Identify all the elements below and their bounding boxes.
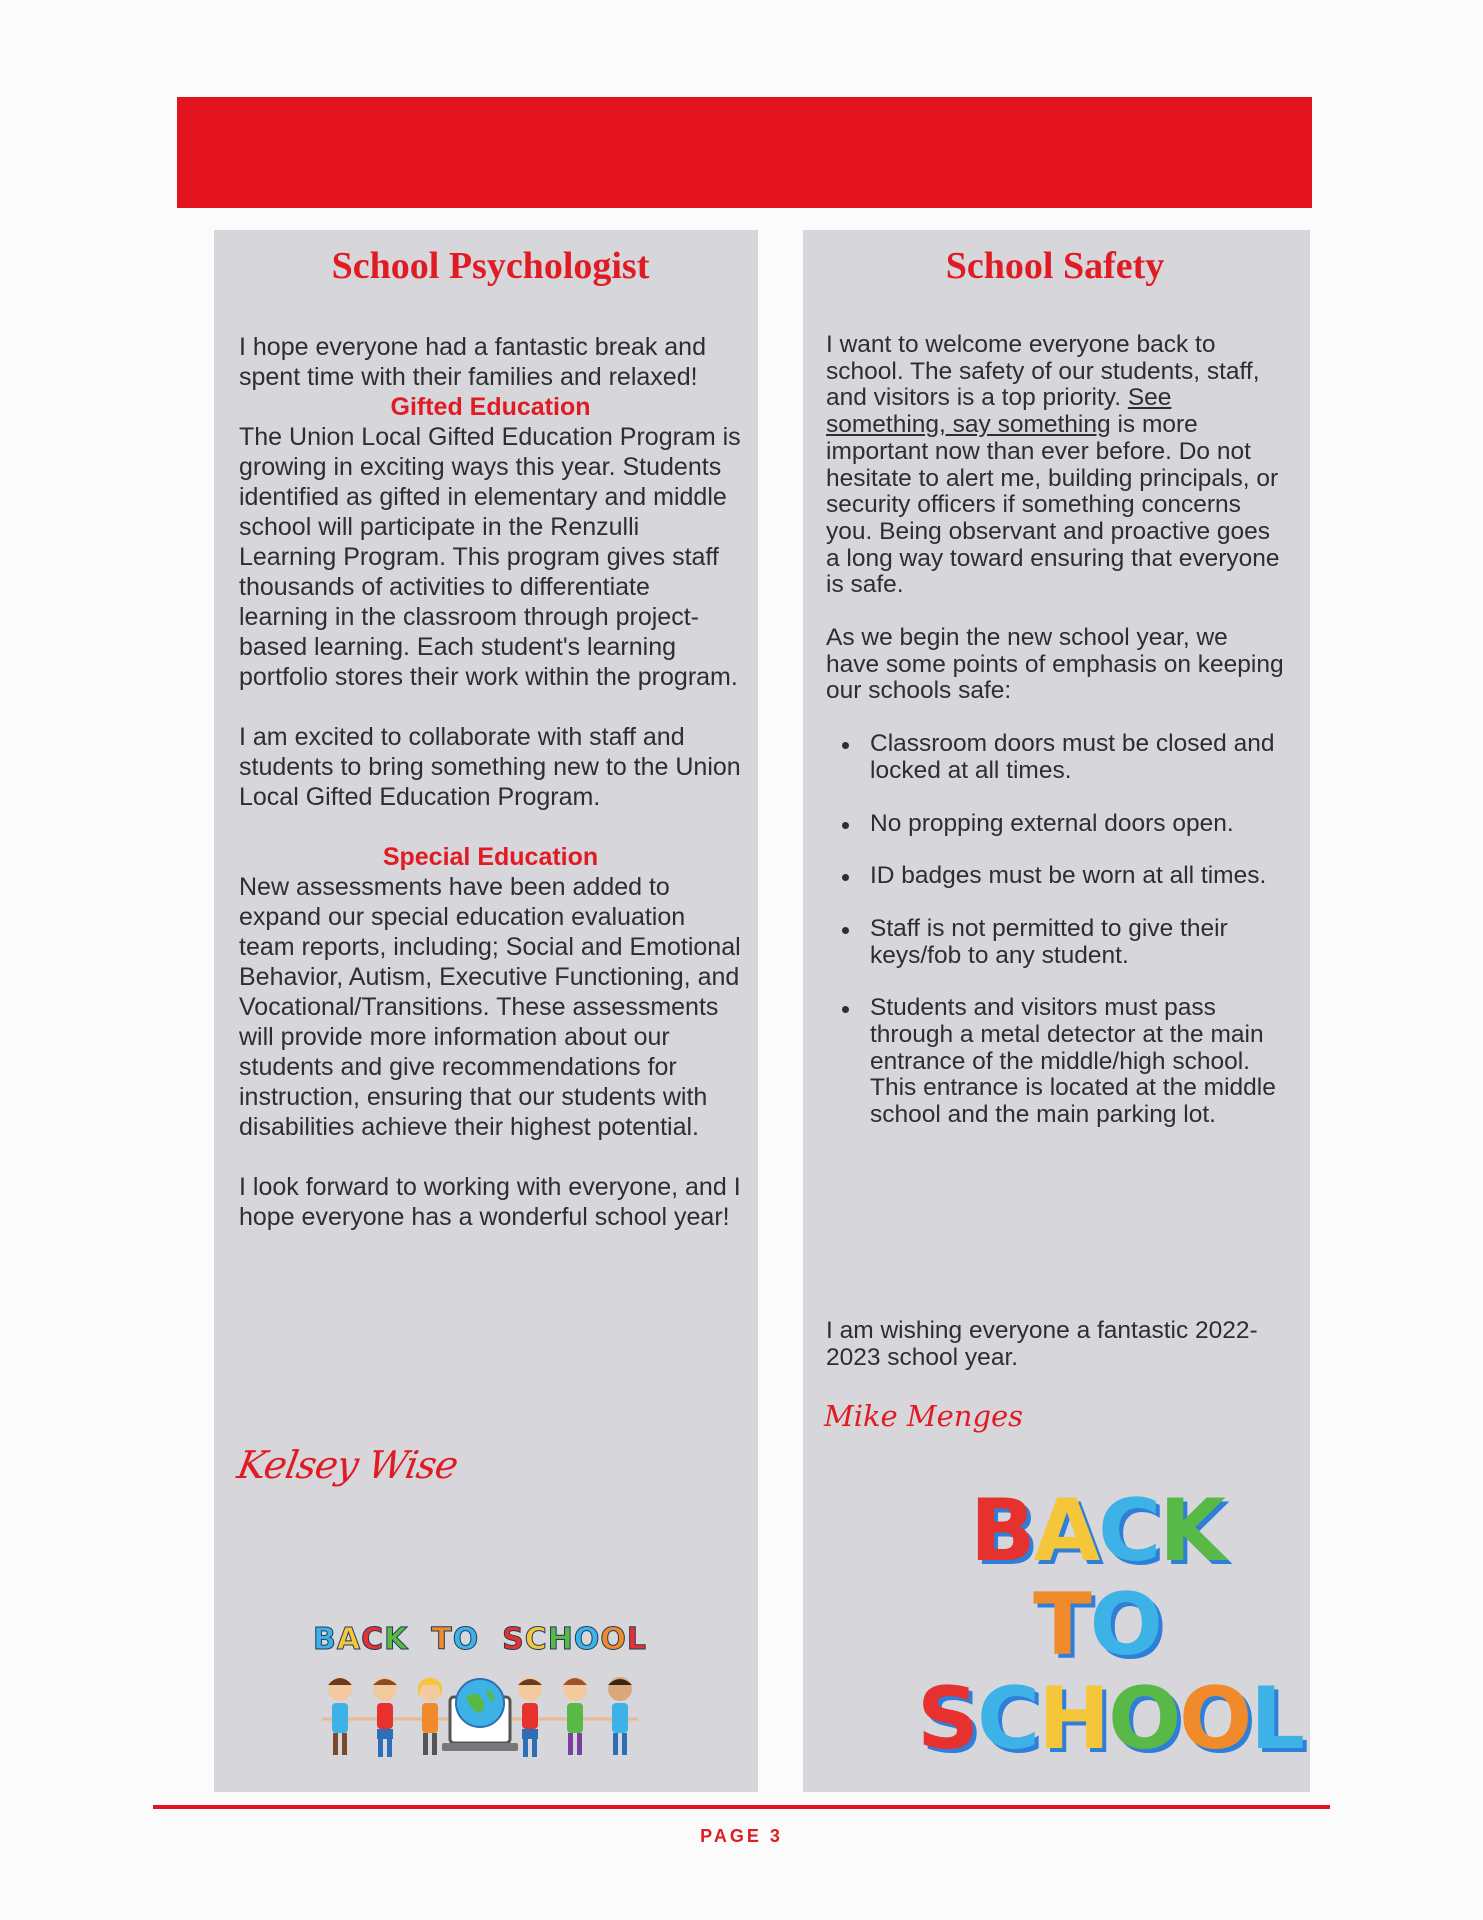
- special-education-paragraph: New assessments have been added to expand our special education evaluation team reports, including; Social and Emotional Behavior, Autism, Executive Functioning, and Vocational/Transitions. These assessments will provide more information about our students and give recommendations for instruction, ensuring that our students with disabilities achieve their highest potential.: [239, 873, 741, 1141]
- gifted-paragraph-1: The Union Local Gifted Education Program is growing in exciting ways this year. Students identified as gifted in elementary and middle school will participate in the Renzulli Learning Program. This program gives staff thousands of activities to differentiate learning in the classroom through project-based learning. Each student's learning portfolio stores their work within the program.: [239, 423, 741, 691]
- gifted-paragraph-2: I am excited to collaborate with staff and students to bring something new to the Union Local Gifted Education Program.: [239, 723, 741, 811]
- list-item: Staff is not permitted to give their keys/fob to any student.: [826, 916, 1284, 969]
- safety-p1-start: I want to welcome everyone back to school. The safety of our students, staff, and visitors is a top priority.: [826, 331, 1260, 412]
- safety-rules-list: [826, 731, 1284, 1129]
- gifted-education-heading: Gifted Education: [390, 393, 591, 421]
- list-item: Students and visitors must pass through a metal detector at the main entrance of the middle/high school. This entrance is located at the middle school and the main parking lot.: [826, 995, 1284, 1129]
- art-line-school: SCHOOL: [917, 1669, 1304, 1769]
- back-to-school-kids-illustration: [310, 1622, 650, 1782]
- footer-divider: [153, 1805, 1330, 1809]
- signature-kelsey-wise: Kelsey Wise: [234, 1443, 461, 1487]
- list-item: ID badges must be worn at all times.: [826, 863, 1284, 890]
- special-education-heading: Special Education: [382, 843, 599, 871]
- header-banner: [177, 97, 1312, 208]
- art-line-to: TO: [1033, 1575, 1161, 1675]
- children-holding-hands-icon: [310, 1667, 650, 1777]
- art-line-back: BACK: [970, 1481, 1224, 1581]
- school-safety-column: [803, 230, 1310, 1792]
- see-something-say-something: See something, say something: [826, 384, 1172, 439]
- safety-closing: I am wishing everyone a fantastic 2022-2023 school year.: [826, 1317, 1258, 1371]
- back-to-school-graphic: [917, 1481, 1304, 1769]
- column-title-safety: School Safety: [945, 245, 1165, 287]
- back-to-school-art-text: BACK TO SCHOOL: [312, 1622, 648, 1657]
- safety-paragraph-1: [826, 332, 1284, 599]
- school-psychologist-column: [214, 230, 758, 1792]
- list-item: Classroom doors must be closed and locked at all times.: [826, 731, 1284, 784]
- column-title-psychologist: School Psychologist: [331, 245, 650, 287]
- page-number: PAGE 3: [700, 1826, 783, 1846]
- intro-paragraph: I hope everyone had a fantastic break and spent time with their families and relaxed!: [239, 333, 706, 391]
- safety-paragraph-2: As we begin the new school year, we have some points of emphasis on keeping our schools safe:: [826, 624, 1284, 705]
- safety-p1-end: is more important now than ever before. Do not hesitate to alert me, building principals, or security officers if something concerns you. Being observant and proactive goes a long way toward ensuring that everyone is safe.: [826, 411, 1280, 599]
- psychologist-closing: I look forward to working with everyone, and I hope everyone has a wonderful school year!: [239, 1173, 741, 1231]
- list-item: No propping external doors open.: [826, 811, 1284, 838]
- signature-mike-menges: Mike Menges: [824, 1399, 1024, 1433]
